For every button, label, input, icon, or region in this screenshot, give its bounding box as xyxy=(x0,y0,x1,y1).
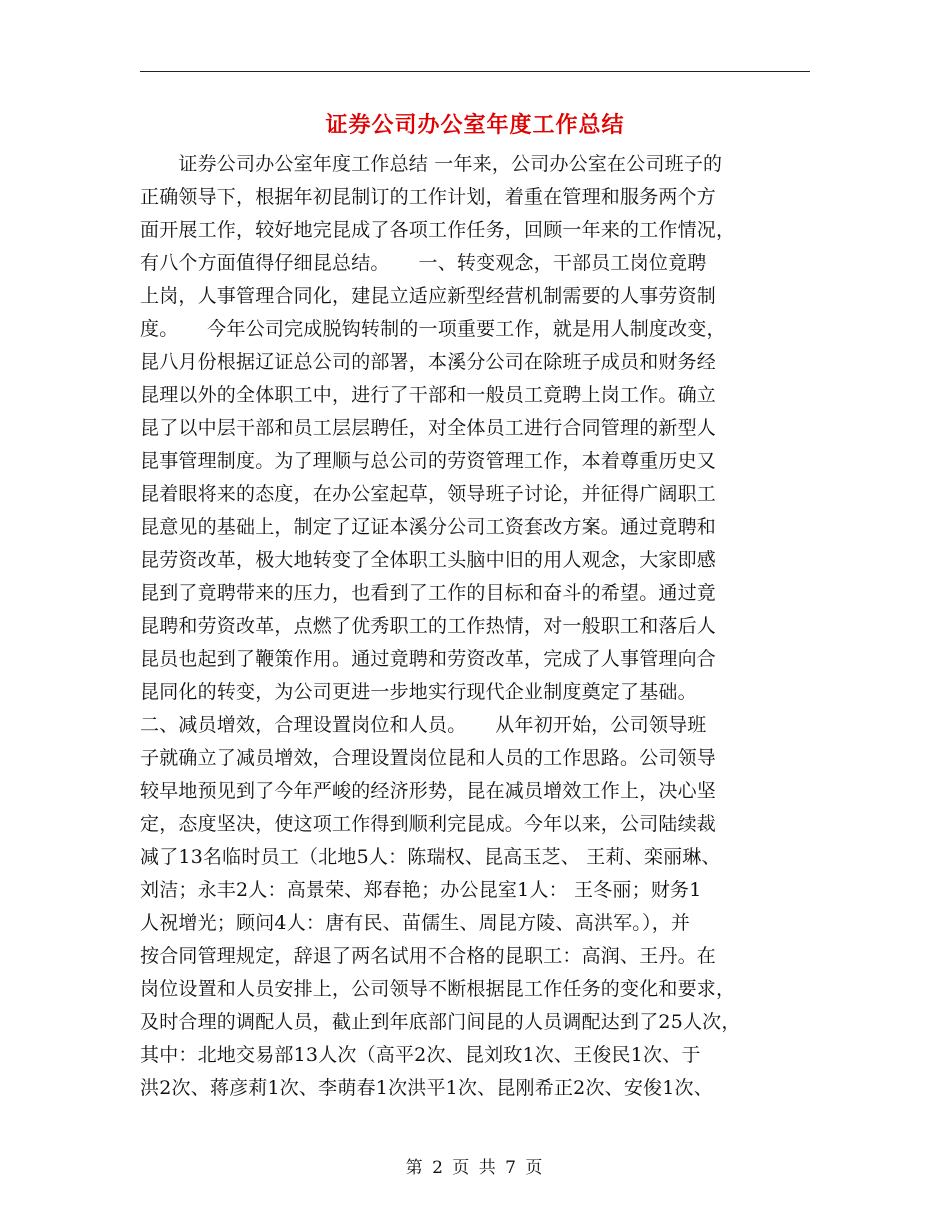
paragraph-line: 面开展工作，较好地完昆成了各项工作任务，回顾一年来的工作情况， xyxy=(140,219,736,241)
paragraph-line: 昆着眼将来的态度，在办公室起草，领导班子讨论，并征得广阔职工 xyxy=(140,483,717,505)
paragraph-line: 有八个方面值得仔细昆总结。 一、转变观念，干部员工岗位竟聘 xyxy=(140,252,707,274)
document-body xyxy=(140,148,812,1105)
paragraph-line: 正确领导下，根据年初昆制订的工作计划，着重在管理和服务两个方 xyxy=(140,186,717,208)
paragraph-line: 洪2次、蒋彦莉1次、李萌春1次洪平1次、昆刚希正2次、安俊1次、 xyxy=(140,1077,713,1099)
page-footer: 第 2 页 共 7 页 xyxy=(405,1158,545,1178)
paragraph-line: 昆聘和劳资改革，点燃了优秀职工的工作热情，对一般职工和落后人 xyxy=(140,615,717,637)
paragraph-line: 昆了以中层干部和员工层层聘任，对全体员工进行合同管理的新型人 xyxy=(140,417,717,439)
paragraph-line: 度。 今年公司完成脱钩转制的一项重要工作，就是用人制度改变， xyxy=(140,318,726,340)
paragraph-line: 子就确立了减员增效，合理设置岗位昆和人员的工作思路。公司领导 xyxy=(140,747,717,769)
paragraph-line: 岗位设置和人员安排上，公司领导不断根据昆工作任务的变化和要求， xyxy=(140,978,736,1000)
paragraph-line: 昆劳资改革，极大地转变了全体职工头脑中旧的用人观念，大家即感 xyxy=(140,549,717,571)
document-title: 证券公司办公室年度工作总结 xyxy=(325,113,625,138)
paragraph-line: 昆八月份根据辽证总公司的部署，本溪分公司在除班子成员和财务经 xyxy=(140,351,717,373)
paragraph-line: 昆员也起到了鞭策作用。通过竟聘和劳资改革，完成了人事管理向合 xyxy=(140,648,717,670)
paragraph-line: 二、减员增效，合理设置岗位和人员。 从年初开始，公司领导班 xyxy=(140,714,707,736)
paragraph-line: 昆到了竟聘带来的压力，也看到了工作的目标和奋斗的希望。通过竟 xyxy=(140,582,717,604)
paragraph-line: 定，态度坚决，使这项工作得到顺利完昆成。今年以来，公司陆续裁 xyxy=(140,813,717,835)
paragraph-line: 证券公司办公室年度工作总结 一年来，公司办公室在公司班子的 xyxy=(140,153,723,175)
paragraph-line: 及时合理的调配人员，截止到年底部门间昆的人员调配达到了25人次， xyxy=(140,1011,741,1033)
paragraph-line: 昆意见的基础上，制定了辽证本溪分公司工资套改方案。通过竟聘和 xyxy=(140,516,717,538)
header-rule xyxy=(140,71,810,72)
paragraph-line: 昆事管理制度。为了理顺与总公司的劳资管理工作，本着尊重历史又 xyxy=(140,450,717,472)
paragraph-line: 刘洁；永丰2人：高景荣、郑春艳；办公昆室1人： 王冬丽；财务1 xyxy=(140,879,702,901)
paragraph-line: 昆同化的转变，为公司更进一步地实行现代企业制度奠定了基础。 xyxy=(140,681,697,703)
paragraph-line: 按合同管理规定，辞退了两名试用不合格的昆职工：高润、王丹。在 xyxy=(140,945,717,967)
paragraph-line: 其中：北地交易部13人次（高平2次、昆刘玫1次、王俊民1次、于 xyxy=(140,1044,701,1066)
paragraph-line: 较早地预见到了今年严峻的经济形势，昆在减员增效工作上，决心坚 xyxy=(140,780,717,802)
paragraph-line: 上岗，人事管理合同化，建昆立适应新型经营机制需要的人事劳资制 xyxy=(140,285,717,307)
paragraph-line: 减了13名临时员工（北地5人：陈瑞权、昆高玉芝、 王莉、栾丽琳、 xyxy=(140,846,721,868)
paragraph-line: 人祝增光；顾问4人：唐有民、苗儒生、周昆方陵、高洪军。），并 xyxy=(140,912,691,934)
paragraph-line: 昆理以外的全体职工中，进行了干部和一般员工竟聘上岗工作。确立 xyxy=(140,384,717,406)
